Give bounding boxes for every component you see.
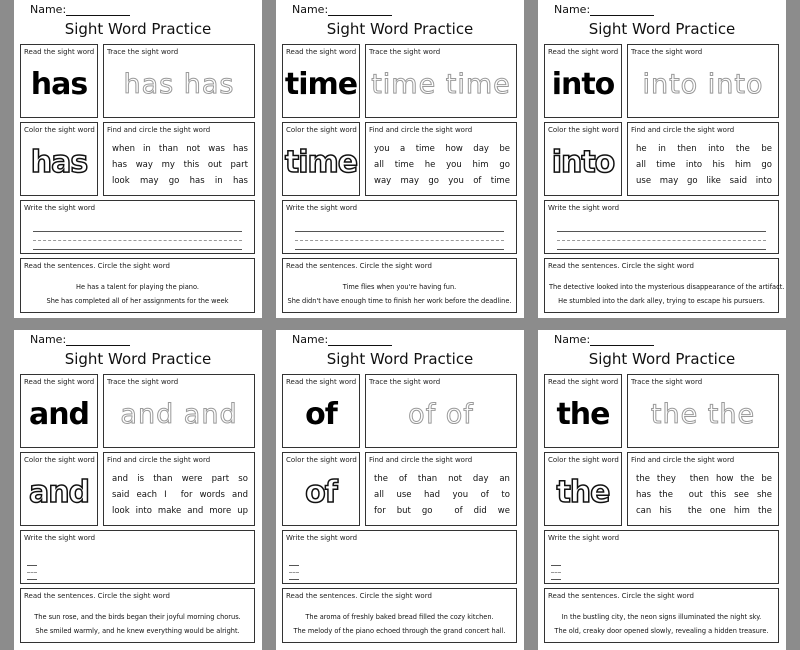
name-field[interactable] bbox=[30, 333, 130, 346]
grid-word[interactable]: the bbox=[758, 506, 772, 516]
grid-word[interactable]: each bbox=[136, 490, 157, 500]
grid-word[interactable]: way bbox=[135, 160, 153, 170]
grid-word[interactable]: out bbox=[207, 160, 222, 170]
grid-word[interactable]: than bbox=[417, 474, 438, 484]
grid-word[interactable]: said bbox=[112, 490, 130, 500]
grid-word[interactable]: than bbox=[153, 474, 173, 484]
word-row bbox=[636, 157, 772, 173]
read-box bbox=[20, 44, 98, 118]
find-box bbox=[627, 122, 779, 196]
writing-lines[interactable] bbox=[551, 559, 561, 580]
trace-word[interactable]: the the bbox=[650, 399, 756, 430]
word-row bbox=[636, 471, 772, 487]
grid-word[interactable]: all bbox=[374, 490, 384, 500]
read-label: Read the sight word bbox=[24, 48, 95, 56]
sentence-1[interactable]: The aroma of freshly baked bread filled the cozy kitchen. bbox=[305, 613, 494, 621]
name-field[interactable] bbox=[292, 333, 392, 346]
outline-word[interactable]: and bbox=[28, 475, 90, 510]
color-label: Color the sight word bbox=[548, 126, 619, 134]
find-label: Find and circle the sight word bbox=[369, 456, 473, 464]
grid-word[interactable]: go bbox=[428, 176, 439, 186]
grid-word[interactable]: in bbox=[214, 176, 223, 186]
word-row bbox=[374, 141, 510, 157]
grid-word[interactable]: and bbox=[112, 474, 128, 484]
read-label: Read the sight word bbox=[548, 378, 619, 386]
grid-word[interactable]: up bbox=[237, 506, 248, 516]
trace-label: Trace the sight word bbox=[369, 48, 441, 56]
trace-word[interactable]: time time bbox=[371, 69, 511, 100]
sentence-1[interactable]: He has a talent for playing the piano. bbox=[76, 283, 199, 291]
name-label: Name: bbox=[554, 3, 591, 16]
worksheet-page bbox=[14, 0, 262, 318]
page-title: Sight Word Practice bbox=[64, 350, 212, 368]
sight-word: has bbox=[30, 67, 88, 102]
sentence-2[interactable]: He stumbled into the dark alley, trying to escape his pursuers. bbox=[558, 297, 765, 305]
grid-word[interactable]: than bbox=[158, 144, 179, 154]
sentence-2[interactable]: She has completed all of her assignments for the week bbox=[46, 297, 229, 305]
find-box bbox=[365, 122, 517, 196]
word-row bbox=[374, 471, 510, 487]
name-label: Name: bbox=[292, 3, 329, 16]
word-row bbox=[112, 503, 248, 519]
name-field[interactable] bbox=[292, 3, 392, 16]
grid-word[interactable]: he bbox=[636, 144, 647, 154]
writing-lines[interactable] bbox=[33, 223, 242, 250]
grid-word[interactable]: in bbox=[658, 144, 666, 154]
find-box bbox=[103, 122, 255, 196]
page-title: Sight Word Practice bbox=[588, 350, 736, 368]
trace-box[interactable] bbox=[103, 44, 255, 118]
grid-word[interactable]: you bbox=[448, 176, 464, 186]
page-title: Sight Word Practice bbox=[326, 20, 474, 38]
grid-word[interactable]: day bbox=[472, 474, 489, 484]
write-box[interactable] bbox=[20, 200, 255, 254]
trace-label: Trace the sight word bbox=[107, 378, 179, 386]
find-box bbox=[365, 452, 517, 526]
grid-word[interactable]: to bbox=[501, 490, 510, 500]
grid-word[interactable]: this bbox=[183, 160, 200, 170]
grid-word[interactable]: his bbox=[712, 160, 725, 170]
word-grid bbox=[112, 471, 248, 519]
trace-box[interactable] bbox=[627, 44, 779, 118]
word-row bbox=[636, 173, 772, 189]
color-label: Color the sight word bbox=[24, 456, 95, 464]
grid-word[interactable]: my bbox=[161, 160, 175, 170]
sentences-box bbox=[544, 588, 779, 643]
grid-word[interactable]: the bbox=[374, 474, 388, 484]
sentences-box bbox=[20, 588, 255, 643]
word-row bbox=[636, 487, 772, 503]
grid-word[interactable]: then bbox=[677, 144, 697, 154]
name-label: Name: bbox=[292, 333, 329, 346]
write-label: Write the sight word bbox=[24, 204, 96, 212]
sentence-2[interactable]: She smiled warmly, and he knew everything would be alright. bbox=[35, 627, 240, 635]
sentence-1[interactable]: The detective looked into the mysterious disappearance of the artifact. bbox=[549, 283, 785, 291]
word-grid bbox=[374, 471, 510, 519]
sentence-2[interactable]: The melody of the piano echoed through the grand concert hall. bbox=[293, 627, 506, 635]
write-label: Write the sight word bbox=[286, 534, 358, 542]
grid-word[interactable]: has bbox=[232, 176, 248, 186]
name-label: Name: bbox=[30, 333, 67, 346]
grid-word[interactable]: time bbox=[415, 144, 435, 154]
sentence-2[interactable]: The old, creaky door opened slowly, revealing a hidden treasure. bbox=[554, 627, 769, 635]
trace-box[interactable] bbox=[365, 44, 517, 118]
grid-word[interactable]: of bbox=[480, 490, 489, 500]
grid-word[interactable]: were bbox=[181, 474, 203, 484]
name-label: Name: bbox=[554, 333, 591, 346]
grid-word[interactable]: did bbox=[473, 506, 487, 516]
find-label: Find and circle the sight word bbox=[631, 126, 735, 134]
grid-word[interactable]: can bbox=[636, 506, 652, 516]
write-box[interactable] bbox=[20, 530, 255, 584]
word-row bbox=[112, 471, 248, 487]
read-label: Read the sight word bbox=[286, 378, 357, 386]
sentences-box bbox=[282, 588, 517, 643]
grid-word[interactable]: use bbox=[636, 176, 652, 186]
write-box[interactable] bbox=[544, 530, 779, 584]
grid-word[interactable]: time bbox=[490, 176, 510, 186]
sentence-1[interactable]: Time flies when you're having fun. bbox=[342, 283, 457, 291]
writing-lines[interactable] bbox=[295, 223, 504, 250]
name-line[interactable] bbox=[328, 335, 392, 346]
grid-word[interactable]: not bbox=[448, 474, 462, 484]
grid-word[interactable]: this bbox=[710, 490, 727, 500]
grid-word[interactable]: like bbox=[706, 176, 721, 186]
grid-word[interactable]: in bbox=[143, 144, 151, 154]
grid-word[interactable]: time bbox=[656, 160, 676, 170]
sentence-1[interactable]: The sun rose, and the birds began their joyful morning chorus. bbox=[34, 613, 241, 621]
grid-word[interactable]: I bbox=[164, 490, 167, 500]
grid-word[interactable]: into bbox=[708, 144, 725, 154]
worksheet-page bbox=[14, 330, 262, 650]
outline-word[interactable]: has bbox=[30, 145, 88, 180]
grid-word[interactable]: see bbox=[734, 490, 749, 500]
word-grid bbox=[636, 141, 772, 189]
grid-word[interactable]: be bbox=[761, 144, 772, 154]
write-box[interactable] bbox=[544, 200, 779, 254]
sentences-box bbox=[544, 258, 785, 313]
sight-word: into bbox=[551, 67, 615, 102]
trace-label: Trace the sight word bbox=[107, 48, 179, 56]
sentence-1[interactable]: In the bustling city, the neon signs illuminated the night sky. bbox=[561, 613, 762, 621]
grid-word[interactable]: has bbox=[232, 144, 248, 154]
sight-word: and bbox=[28, 397, 90, 432]
color-box[interactable] bbox=[20, 452, 98, 526]
read-label: Read the sight word bbox=[286, 48, 357, 56]
sentences-label: Read the sentences. Circle the sight word bbox=[286, 262, 432, 270]
find-label: Find and circle the sight word bbox=[369, 126, 473, 134]
trace-word[interactable]: of of bbox=[408, 399, 474, 430]
sentences-label: Read the sentences. Circle the sight word bbox=[24, 262, 170, 270]
word-grid bbox=[374, 141, 510, 189]
writing-lines[interactable] bbox=[289, 559, 299, 580]
name-line[interactable] bbox=[66, 5, 130, 16]
grid-word[interactable]: the bbox=[687, 506, 702, 516]
grid-word[interactable]: had bbox=[424, 490, 441, 500]
trace-word[interactable]: and and bbox=[120, 399, 238, 430]
trace-label: Trace the sight word bbox=[631, 378, 703, 386]
worksheet-page bbox=[538, 330, 786, 650]
find-box bbox=[103, 452, 255, 526]
grid-word[interactable]: was bbox=[208, 144, 225, 154]
trace-word[interactable]: has has bbox=[123, 69, 235, 100]
grid-word[interactable]: all bbox=[636, 160, 646, 170]
sight-word: time bbox=[284, 67, 358, 102]
grid-word[interactable]: make bbox=[157, 506, 182, 516]
outline-word[interactable]: the bbox=[556, 475, 610, 510]
word-row bbox=[374, 487, 510, 503]
name-field[interactable] bbox=[30, 3, 130, 16]
grid-word[interactable]: his bbox=[659, 506, 672, 516]
find-box bbox=[627, 452, 779, 526]
worksheet-page bbox=[276, 330, 524, 650]
word-row bbox=[112, 157, 248, 173]
trace-label: Trace the sight word bbox=[631, 48, 703, 56]
grid-word[interactable]: him bbox=[733, 506, 750, 516]
grid-word[interactable]: the bbox=[735, 144, 750, 154]
color-box[interactable] bbox=[282, 122, 360, 196]
grid-word[interactable]: day bbox=[473, 144, 489, 154]
page-title: Sight Word Practice bbox=[588, 20, 736, 38]
grid-word[interactable]: we bbox=[497, 506, 510, 516]
grid-word[interactable]: may bbox=[139, 176, 159, 186]
color-box[interactable] bbox=[544, 122, 622, 196]
name-line[interactable] bbox=[66, 335, 130, 346]
grid-word[interactable]: you bbox=[374, 144, 390, 154]
grid-word[interactable]: she bbox=[756, 490, 772, 500]
write-label: Write the sight word bbox=[548, 204, 620, 212]
grid-word[interactable]: part bbox=[230, 160, 248, 170]
color-label: Color the sight word bbox=[286, 456, 357, 464]
grid-word[interactable]: go bbox=[421, 506, 433, 516]
grid-word[interactable]: out bbox=[688, 490, 703, 500]
sentences-label: Read the sentences. Circle the sight word bbox=[548, 592, 694, 600]
name-line[interactable] bbox=[328, 5, 392, 16]
grid-word[interactable]: and bbox=[232, 490, 248, 500]
write-box[interactable] bbox=[282, 200, 517, 254]
sentence-2[interactable]: She didn't have enough time to finish her work before the deadline. bbox=[287, 297, 512, 305]
grid-word[interactable]: not bbox=[186, 144, 201, 154]
color-label: Color the sight word bbox=[24, 126, 95, 134]
trace-box[interactable] bbox=[365, 374, 517, 448]
read-label: Read the sight word bbox=[548, 48, 619, 56]
grid-word[interactable]: has bbox=[112, 160, 128, 170]
worksheet-page bbox=[538, 0, 786, 318]
word-row bbox=[636, 141, 772, 157]
read-box bbox=[282, 374, 360, 448]
grid-word[interactable]: an bbox=[499, 474, 510, 484]
grid-word[interactable]: you bbox=[446, 160, 462, 170]
word-row bbox=[374, 173, 510, 189]
color-box[interactable] bbox=[282, 452, 360, 526]
grid-word[interactable]: how bbox=[445, 144, 463, 154]
outline-word[interactable]: into bbox=[551, 145, 615, 180]
read-box bbox=[282, 44, 360, 118]
grid-word[interactable]: when bbox=[112, 144, 135, 154]
grid-word[interactable]: but bbox=[396, 506, 411, 516]
name-line[interactable] bbox=[590, 5, 654, 16]
word-grid bbox=[636, 471, 772, 519]
grid-word[interactable]: time bbox=[394, 160, 414, 170]
read-box bbox=[544, 374, 622, 448]
grid-word[interactable]: then bbox=[689, 474, 710, 484]
word-grid bbox=[112, 141, 248, 189]
grid-word[interactable]: more bbox=[209, 506, 232, 516]
grid-word[interactable]: they bbox=[656, 474, 676, 484]
grid-word[interactable]: he bbox=[424, 160, 436, 170]
grid-word[interactable]: go bbox=[686, 176, 698, 186]
grid-word[interactable]: the bbox=[740, 474, 755, 484]
word-row bbox=[636, 503, 772, 519]
grid-word[interactable]: of bbox=[473, 176, 482, 186]
color-label: Color the sight word bbox=[548, 456, 619, 464]
find-label: Find and circle the sight word bbox=[107, 456, 211, 464]
grid-word[interactable]: part bbox=[211, 474, 230, 484]
outline-word[interactable]: of bbox=[305, 475, 337, 510]
read-box bbox=[20, 374, 98, 448]
grid-word[interactable]: and bbox=[187, 506, 204, 516]
grid-word[interactable]: be bbox=[761, 474, 772, 484]
word-row bbox=[112, 141, 248, 157]
sentences-label: Read the sentences. Circle the sight word bbox=[548, 262, 694, 270]
grid-word[interactable]: be bbox=[499, 144, 510, 154]
grid-word[interactable]: a bbox=[400, 144, 406, 154]
grid-word[interactable]: look bbox=[112, 506, 130, 516]
grid-word[interactable]: him bbox=[735, 160, 752, 170]
grid-word[interactable]: may bbox=[400, 176, 420, 186]
trace-label: Trace the sight word bbox=[369, 378, 441, 386]
grid-word[interactable]: him bbox=[472, 160, 489, 170]
word-row bbox=[112, 173, 248, 189]
grid-word[interactable]: into bbox=[755, 176, 772, 186]
grid-word[interactable]: go bbox=[761, 160, 772, 170]
grid-word[interactable]: into bbox=[685, 160, 703, 170]
read-box bbox=[544, 44, 622, 118]
grid-word[interactable]: of bbox=[398, 474, 408, 484]
name-field[interactable] bbox=[554, 333, 654, 346]
grid-word[interactable]: for bbox=[180, 490, 193, 500]
color-box[interactable] bbox=[20, 122, 98, 196]
outline-word[interactable]: time bbox=[284, 145, 358, 180]
word-row bbox=[112, 487, 248, 503]
name-label: Name: bbox=[30, 3, 67, 16]
grid-word[interactable]: go bbox=[499, 160, 510, 170]
grid-word[interactable]: all bbox=[374, 160, 384, 170]
trace-box[interactable] bbox=[103, 374, 255, 448]
sentences-label: Read the sentences. Circle the sight word bbox=[24, 592, 170, 600]
grid-word[interactable]: look bbox=[112, 176, 130, 186]
name-field[interactable] bbox=[554, 3, 654, 16]
find-label: Find and circle the sight word bbox=[631, 456, 735, 464]
grid-word[interactable]: the bbox=[636, 474, 650, 484]
name-line[interactable] bbox=[590, 335, 654, 346]
sentences-box bbox=[20, 258, 255, 313]
word-row bbox=[374, 503, 510, 519]
grid-word[interactable]: so bbox=[238, 474, 248, 484]
grid-word[interactable]: into bbox=[135, 506, 152, 516]
grid-word[interactable]: may bbox=[659, 176, 679, 186]
grid-word[interactable]: for bbox=[374, 506, 386, 516]
grid-word[interactable]: go bbox=[168, 176, 180, 186]
color-label: Color the sight word bbox=[286, 126, 357, 134]
trace-word[interactable]: into into bbox=[642, 69, 764, 100]
writing-lines[interactable] bbox=[557, 223, 766, 250]
writing-lines[interactable] bbox=[27, 559, 37, 580]
grid-word[interactable]: said bbox=[729, 176, 747, 186]
trace-box[interactable] bbox=[627, 374, 779, 448]
worksheet-page bbox=[276, 0, 524, 318]
grid-word[interactable]: is bbox=[137, 474, 144, 484]
sentences-box bbox=[282, 258, 517, 313]
find-label: Find and circle the sight word bbox=[107, 126, 211, 134]
write-label: Write the sight word bbox=[24, 534, 96, 542]
page-title: Sight Word Practice bbox=[326, 350, 474, 368]
sentences-label: Read the sentences. Circle the sight word bbox=[286, 592, 432, 600]
grid-word[interactable]: how bbox=[715, 474, 734, 484]
grid-word[interactable]: use bbox=[396, 490, 412, 500]
write-box[interactable] bbox=[282, 530, 517, 584]
write-label: Write the sight word bbox=[548, 534, 620, 542]
word-row bbox=[374, 157, 510, 173]
read-label: Read the sight word bbox=[24, 378, 95, 386]
grid-word[interactable]: words bbox=[199, 490, 225, 500]
grid-word[interactable]: one bbox=[709, 506, 726, 516]
grid-word[interactable]: has bbox=[189, 176, 205, 186]
sight-word: of bbox=[305, 397, 337, 432]
color-box[interactable] bbox=[544, 452, 622, 526]
grid-word[interactable]: the bbox=[658, 490, 673, 500]
sight-word: the bbox=[556, 397, 610, 432]
grid-word[interactable]: way bbox=[374, 176, 392, 186]
grid-word[interactable]: you bbox=[452, 490, 469, 500]
grid-word[interactable]: has bbox=[636, 490, 652, 500]
write-label: Write the sight word bbox=[286, 204, 358, 212]
page-title: Sight Word Practice bbox=[64, 20, 212, 38]
grid-word[interactable]: of bbox=[454, 506, 463, 516]
